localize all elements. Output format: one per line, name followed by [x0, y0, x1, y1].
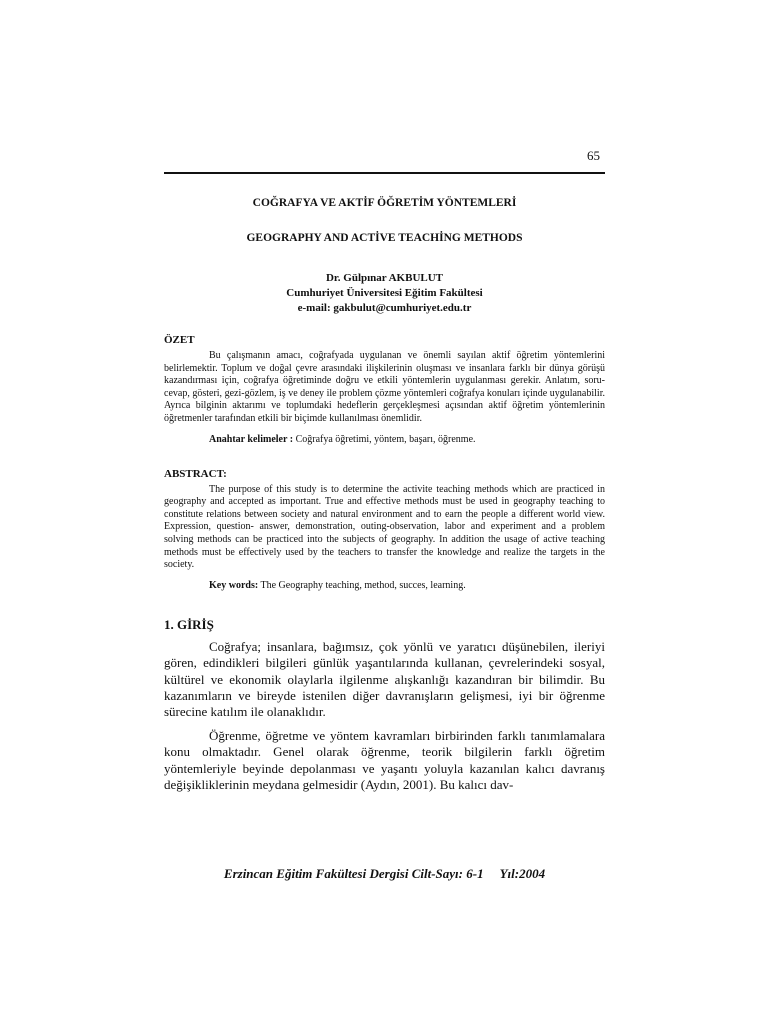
introduction-heading: 1. GİRİŞ	[164, 616, 214, 632]
introduction-paragraph: Coğrafya; insanlara, bağımsız, çok yönlü ve yaratıcı düşünebilen, ileriyi gören, edindikleri bilgileri günlük yaşantılarında kullanan, çevrelerindeki sosyal, kültürel ve ekonomik olaylarla ilgilenme alışkanlığı kazandıran bir bilimdir. Bu kazanımların ve bireyde istenilen diğer davranışların gelişmesi, iyi bir öğrenme sürecine katılım ile olanaklıdır.	[164, 638, 605, 720]
abstract-keywords-value: The Geography teaching, method, succes, learning.	[258, 579, 466, 591]
abstract-heading: ABSTRACT:	[164, 467, 227, 480]
introduction-paragraph: Öğrenme, öğretme ve yöntem kavramları birbirinden farklı tanımlamalara konu olmaktadır. Genel olarak öğrenme, teorik bilgilerin farklı öğretim yöntemleriyle beyinde depolanması ve yaşantı yoluyla kazanılan kalıcı davranış değişikliklerinin meydana gelmesidir (Aydın, 2001). Bu kalıcı dav-	[164, 727, 605, 792]
abstract-keywords	[209, 580, 605, 591]
abstract-section	[164, 468, 605, 591]
page-number: 65	[587, 148, 600, 163]
introduction-section	[164, 617, 605, 794]
journal-footer: Erzincan Eğitim Fakültesi Dergisi Cilt-Sayı: 6-1 Yıl:2004	[223, 866, 546, 881]
ozet-section	[164, 334, 605, 445]
author-email: e-mail: gakbulut@cumhuriyet.edu.tr	[297, 302, 472, 314]
title-english: GEOGRAPHY AND ACTİVE TEACHİNG METHODS	[246, 232, 523, 244]
author-name: Dr. Gülpınar AKBULUT	[325, 272, 444, 284]
abstract-keywords-label: Key words:	[209, 579, 259, 591]
article-body	[164, 197, 605, 800]
ozet-text: Bu çalışmanın amacı, coğrafyada uygulanan ve önemli sayılan aktif öğretim yöntemlerini belirlemektir. Toplum ve doğal çevre arasındaki ilişkilerinin oluşması ve insanlara farklı bir dünya görüşü kazandırması için, coğrafya öğretiminde doğru ve etkili yöntemlerin uygulanması gerekir. Anlatım, soru- cevap, gösteri, gezi-gözlem, iş ve deney ile problem çözme yöntemleri coğrafya konuları içinde uygulanabilir. Ayrıca bilginin aktarımı ve toplumdaki hedeflerin gerçekleşmesi açısından aktif öğretim yöntemlerinin öğretmenler tarafından etkili bir biçimde kullanılması önemlidir.	[164, 350, 605, 424]
author-affiliation: Cumhuriyet Üniversitesi Eğitim Fakültesi	[286, 287, 483, 299]
ozet-keywords	[209, 434, 605, 445]
header-rule	[164, 172, 605, 174]
ozet-keywords-label: Anahtar kelimeler :	[209, 433, 294, 445]
ozet-keywords-value: Coğrafya öğretimi, yöntem, başarı, öğrenme.	[293, 433, 476, 445]
author-block	[164, 271, 605, 316]
abstract-text: The purpose of this study is to determine the activite teaching methods which are practiced in geography and accepted as important. True and effective methods must be used in geography teaching to constitute relations between society and natural environment and to earn the people a different world view. Expression, question- answer, demonstration, outing-observation, labor and experiment and a problem solving methods can be practiced into the subjects of geography. In addition the usage of active teaching methods must be effectively used by the teachers to transfer the knowledge and realize the targets in the society.	[164, 483, 605, 571]
title-turkish: COĞRAFYA VE AKTİF ÖĞRETİM YÖNTEMLERİ	[252, 197, 517, 209]
ozet-heading: ÖZET	[164, 334, 195, 346]
